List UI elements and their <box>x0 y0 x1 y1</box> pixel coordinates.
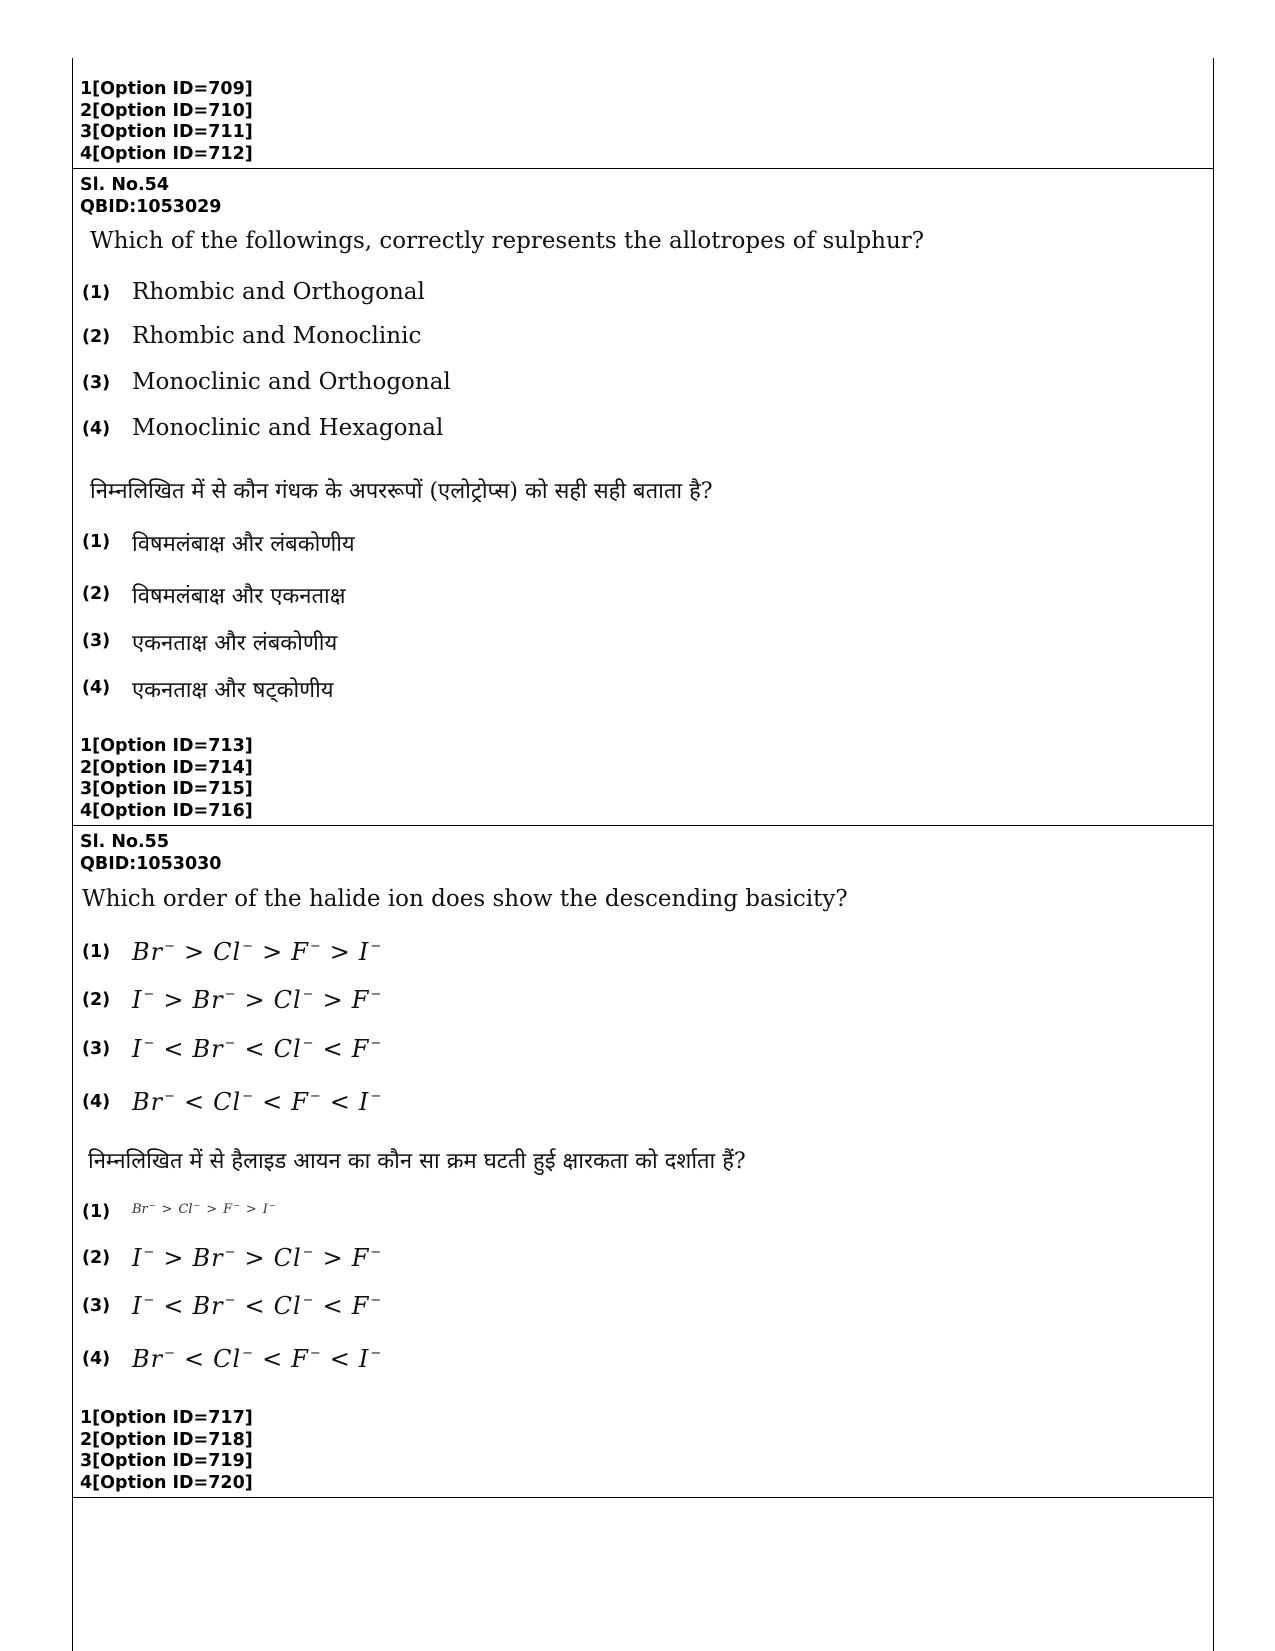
charge-superscript: − <box>370 939 383 954</box>
comparison-operator: > <box>262 938 284 966</box>
ion-symbol: Br− <box>192 986 237 1014</box>
ion-symbol: I− <box>358 1345 383 1373</box>
comparison-operator: < <box>322 1292 344 1320</box>
ion-symbol: Br− <box>192 1292 237 1320</box>
ion-symbol: F− <box>351 986 383 1014</box>
option-id-line: 4[Option ID=712] <box>80 143 253 164</box>
charge-superscript: − <box>143 987 156 1002</box>
ion-symbol: Cl− <box>273 1035 315 1063</box>
ion-symbol: F− <box>351 1035 383 1063</box>
ion-symbol: F− <box>351 1292 383 1320</box>
charge-superscript: − <box>370 1089 383 1104</box>
option-text: विषमलंबाक्ष और लंबकोणीय <box>132 532 355 557</box>
comparison-operator: > <box>329 938 351 966</box>
ion-symbol: I− <box>132 1244 156 1272</box>
charge-superscript: − <box>242 939 255 954</box>
ion-symbol: Cl− <box>213 1088 255 1116</box>
charge-superscript: − <box>242 1346 255 1361</box>
comparison-operator: < <box>329 1088 351 1116</box>
ion-symbol: Br− <box>132 1201 156 1217</box>
comparison-operator: < <box>244 1292 266 1320</box>
divider-line <box>72 168 1214 169</box>
comparison-operator: > <box>245 1202 257 1217</box>
ion-symbol: Cl− <box>273 1292 315 1320</box>
option-text: एकनताक्ष और षट्कोणीय <box>132 678 334 703</box>
option-number: (1) <box>82 283 111 303</box>
qbid: QBID:1053029 <box>80 196 222 217</box>
ion-symbol: I− <box>358 1088 383 1116</box>
option-id-line: 4[Option ID=716] <box>80 800 253 821</box>
ion-symbol: Cl− <box>178 1201 201 1217</box>
charge-superscript: − <box>224 1036 237 1051</box>
ion-symbol: I− <box>132 1035 156 1063</box>
ion-symbol: F− <box>351 1244 383 1272</box>
charge-superscript: − <box>224 1293 237 1308</box>
comparison-operator: > <box>244 986 266 1014</box>
charge-superscript: − <box>143 1245 156 1260</box>
q55-header <box>80 832 222 875</box>
option-number: (4) <box>82 1349 111 1369</box>
comparison-operator: < <box>322 1035 344 1063</box>
comparison-operator: < <box>329 1345 351 1373</box>
q54-option-ids <box>80 736 253 822</box>
option-id-line: 2[Option ID=718] <box>80 1429 253 1450</box>
option-formula <box>132 938 382 966</box>
divider-line <box>72 1497 1214 1498</box>
charge-superscript: − <box>148 1201 156 1210</box>
ion-symbol: Br− <box>132 1345 177 1373</box>
option-text: Rhombic and Orthogonal <box>132 279 425 305</box>
q54-question-en: Which of the followings, correctly represents the allotropes of sulphur? <box>90 228 925 254</box>
q55-option-ids <box>80 1408 253 1494</box>
option-text: Monoclinic and Hexagonal <box>132 415 444 441</box>
comparison-operator: > <box>184 938 206 966</box>
charge-superscript: − <box>302 987 315 1002</box>
charge-superscript: − <box>193 1201 201 1210</box>
ion-symbol: Br− <box>132 1088 177 1116</box>
option-formula <box>132 1292 382 1320</box>
charge-superscript: − <box>233 1201 240 1210</box>
charge-superscript: − <box>143 1293 156 1308</box>
option-id-line: 1[Option ID=717] <box>80 1408 253 1428</box>
comparison-operator: < <box>184 1088 206 1116</box>
option-number: (2) <box>82 327 111 347</box>
ion-symbol: Br− <box>192 1035 237 1063</box>
charge-superscript: − <box>224 987 237 1002</box>
previous-option-ids <box>80 79 253 165</box>
charge-superscript: − <box>164 939 177 954</box>
comparison-operator: > <box>161 1202 173 1217</box>
charge-superscript: − <box>143 1036 156 1051</box>
option-id-line: 2[Option ID=714] <box>80 757 253 778</box>
q54-question-hi: निम्नलिखित में से कौन गंधक के अपररूपों (एलोट्रोप्स) को सही सही बताता है? <box>90 479 713 504</box>
ion-symbol: I− <box>358 938 383 966</box>
option-text: Rhombic and Monoclinic <box>132 323 422 349</box>
option-id-line: 1[Option ID=713] <box>80 736 253 756</box>
charge-superscript: − <box>164 1346 177 1361</box>
option-id-line: 4[Option ID=720] <box>80 1472 253 1493</box>
option-formula <box>132 1345 382 1373</box>
comparison-operator: > <box>322 1244 344 1272</box>
charge-superscript: − <box>224 1245 237 1260</box>
ion-symbol: I− <box>132 986 156 1014</box>
comparison-operator: < <box>262 1345 284 1373</box>
charge-superscript: − <box>302 1293 315 1308</box>
divider-line <box>72 825 1214 826</box>
comparison-operator: > <box>322 986 344 1014</box>
q54-header <box>80 175 222 218</box>
option-number: (3) <box>82 373 111 393</box>
ion-symbol: F− <box>291 1088 322 1116</box>
charge-superscript: − <box>242 1089 255 1104</box>
option-formula <box>132 1201 276 1217</box>
comparison-operator: > <box>206 1202 218 1217</box>
option-number: (2) <box>82 584 111 604</box>
q55-question-en: Which order of the halide ion does show the descending basicity? <box>82 886 848 912</box>
option-id-line: 3[Option ID=715] <box>80 779 253 800</box>
ion-symbol: F− <box>291 938 322 966</box>
ion-symbol: Cl− <box>213 1345 255 1373</box>
option-number: (2) <box>82 990 111 1010</box>
option-number: (4) <box>82 419 111 439</box>
comparison-operator: > <box>244 1244 266 1272</box>
option-text: विषमलंबाक्ष और एकनताक्ष <box>132 584 346 609</box>
ion-symbol: I− <box>132 1292 156 1320</box>
charge-superscript: − <box>268 1201 276 1210</box>
charge-superscript: − <box>370 1293 383 1308</box>
option-text: एकनताक्ष और लंबकोणीय <box>132 631 338 656</box>
charge-superscript: − <box>370 987 383 1002</box>
charge-superscript: − <box>370 1245 383 1260</box>
option-formula <box>132 1244 382 1272</box>
option-number: (1) <box>82 532 111 552</box>
serial-number: Sl. No.54 <box>80 175 170 195</box>
ion-symbol: Cl− <box>273 986 315 1014</box>
option-id-line: 3[Option ID=711] <box>80 122 253 143</box>
charge-superscript: − <box>164 1089 177 1104</box>
comparison-operator: < <box>184 1345 206 1373</box>
ion-symbol: Br− <box>192 1244 237 1272</box>
comparison-operator: > <box>163 1244 185 1272</box>
ion-symbol: Cl− <box>273 1244 315 1272</box>
option-formula <box>132 1035 382 1063</box>
charge-superscript: − <box>309 1089 322 1104</box>
charge-superscript: − <box>309 939 322 954</box>
ion-symbol: I− <box>262 1201 276 1217</box>
option-number: (1) <box>82 942 111 962</box>
option-number: (2) <box>82 1248 111 1268</box>
charge-superscript: − <box>370 1036 383 1051</box>
option-id-line: 1[Option ID=709] <box>80 79 253 99</box>
comparison-operator: < <box>163 1035 185 1063</box>
option-number: (4) <box>82 1092 111 1112</box>
option-number: (3) <box>82 631 111 651</box>
option-number: (3) <box>82 1039 111 1059</box>
q55-question-hi: निम्नलिखित में से हैलाइड आयन का कौन सा क्रम घटती हुई क्षारकता को दर्शाता हैं? <box>88 1149 746 1174</box>
option-formula <box>132 986 382 1014</box>
ion-symbol: F− <box>223 1201 240 1217</box>
option-id-line: 3[Option ID=719] <box>80 1451 253 1472</box>
charge-superscript: − <box>370 1346 383 1361</box>
option-number: (4) <box>82 678 111 698</box>
option-id-line: 2[Option ID=710] <box>80 100 253 121</box>
charge-superscript: − <box>309 1346 322 1361</box>
comparison-operator: < <box>163 1292 185 1320</box>
option-number: (1) <box>82 1202 111 1222</box>
comparison-operator: > <box>163 986 185 1014</box>
charge-superscript: − <box>302 1036 315 1051</box>
comparison-operator: < <box>262 1088 284 1116</box>
ion-symbol: Br− <box>132 938 177 966</box>
option-formula <box>132 1088 382 1116</box>
qbid: QBID:1053030 <box>80 853 222 874</box>
option-text: Monoclinic and Orthogonal <box>132 369 451 395</box>
serial-number: Sl. No.55 <box>80 832 170 852</box>
charge-superscript: − <box>302 1245 315 1260</box>
ion-symbol: Cl− <box>213 938 255 966</box>
comparison-operator: < <box>244 1035 266 1063</box>
option-number: (3) <box>82 1296 111 1316</box>
ion-symbol: F− <box>291 1345 322 1373</box>
